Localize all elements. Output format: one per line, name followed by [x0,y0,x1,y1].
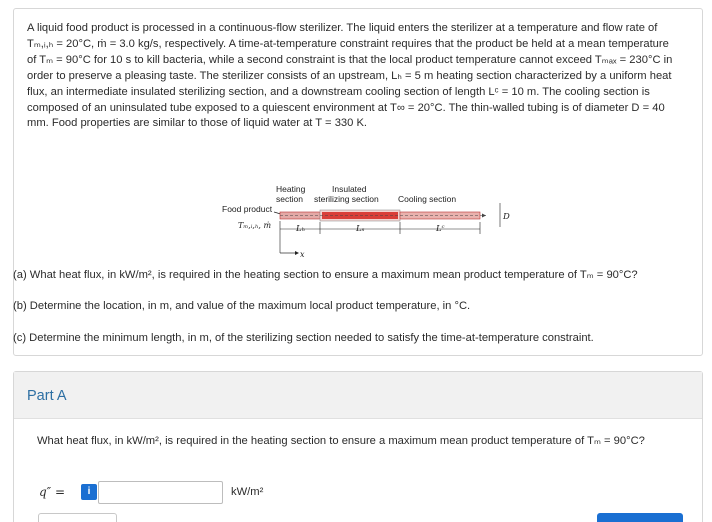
answer-input[interactable] [98,481,223,504]
problem-line: order to preserve a pleasing taste. The sterilizer consists of an upstream, Lₕ = 5 m heating section characterized by a uniform heat [27,69,672,82]
x-axis-arrow-icon [295,251,299,255]
label-sterilizing-length: Lₛ [356,224,365,234]
problem-line: flux, an intermediate insulated sterilizing section, and a downstream cooling section of length Lᶜ = 10 m. The cooling section is [27,85,650,98]
label-sterilizing-section: sterilizing section [314,194,379,204]
problem-line: mm. Food properties are similar to those of liquid water at T = 330 K. [27,117,368,130]
problem-line: of Tₘ = 90°C for 10 s to kill bacteria, while a second constraint is that the local product temperature cannot exceed Tₘₐₓ = 230°C in [27,53,673,66]
label-diameter: D [503,212,510,222]
part-a-question: What heat flux, in kW/m², is required in the heating section to ensure a maximum mean product temperature of Tₘ = 90°C? [37,435,645,447]
label-food-product: Food product [222,204,273,214]
part-a-card [13,371,703,522]
part-a-header[interactable] [14,372,702,419]
label-heating-length: Lₕ [296,224,306,234]
problem-line: Tₘ,ᵢ,ₕ = 20°C, ṁ = 3.0 kg/s, respectively. A time-at-temperature constraint requires that the product be held at a mean temperature [27,37,669,50]
label-inlet-conditions: Tₘ,ᵢ,ₕ, ṁ [238,221,272,230]
secondary-button[interactable] [38,513,117,522]
label-heating: Heating [276,184,306,194]
question-c: (c) Determine the minimum length, in m, of the sterilizing section needed to satisfy the time-at-temperature constraint. [13,332,594,344]
part-a-title: Part A [27,388,67,404]
label-heating-section: section [276,194,303,204]
question-b: (b) Determine the location, in m, and value of the maximum local product temperature, in °C. [13,300,471,312]
label-x: x [300,250,305,259]
answer-unit: kW/m² [231,486,264,498]
label-insulated: Insulated [332,184,367,194]
info-icon[interactable]: i [81,484,97,500]
problem-line: A liquid food product is processed in a continuous-flow sterilizer. The liquid enters the sterilizer at a temperature and flow rate of [27,22,658,34]
question-a: (a) What heat flux, in kW/m², is required in the heating section to ensure a maximum mean product temperature of Tₘ = 90°C? [13,269,638,281]
submit-button[interactable] [597,513,683,522]
flow-arrow-icon [482,214,486,218]
problem-line: composed of an uninsulated tube exposed to a quiescent environment at T∞ = 20°C. The thin-walled tubing is of diameter D = 40 [27,101,665,114]
label-cooling-length: Lᶜ [436,224,445,234]
answer-label: q″ = [39,485,66,499]
label-cooling-section: Cooling section [398,194,457,204]
problem-text [27,21,693,132]
sterilizer-diagram [204,179,524,269]
